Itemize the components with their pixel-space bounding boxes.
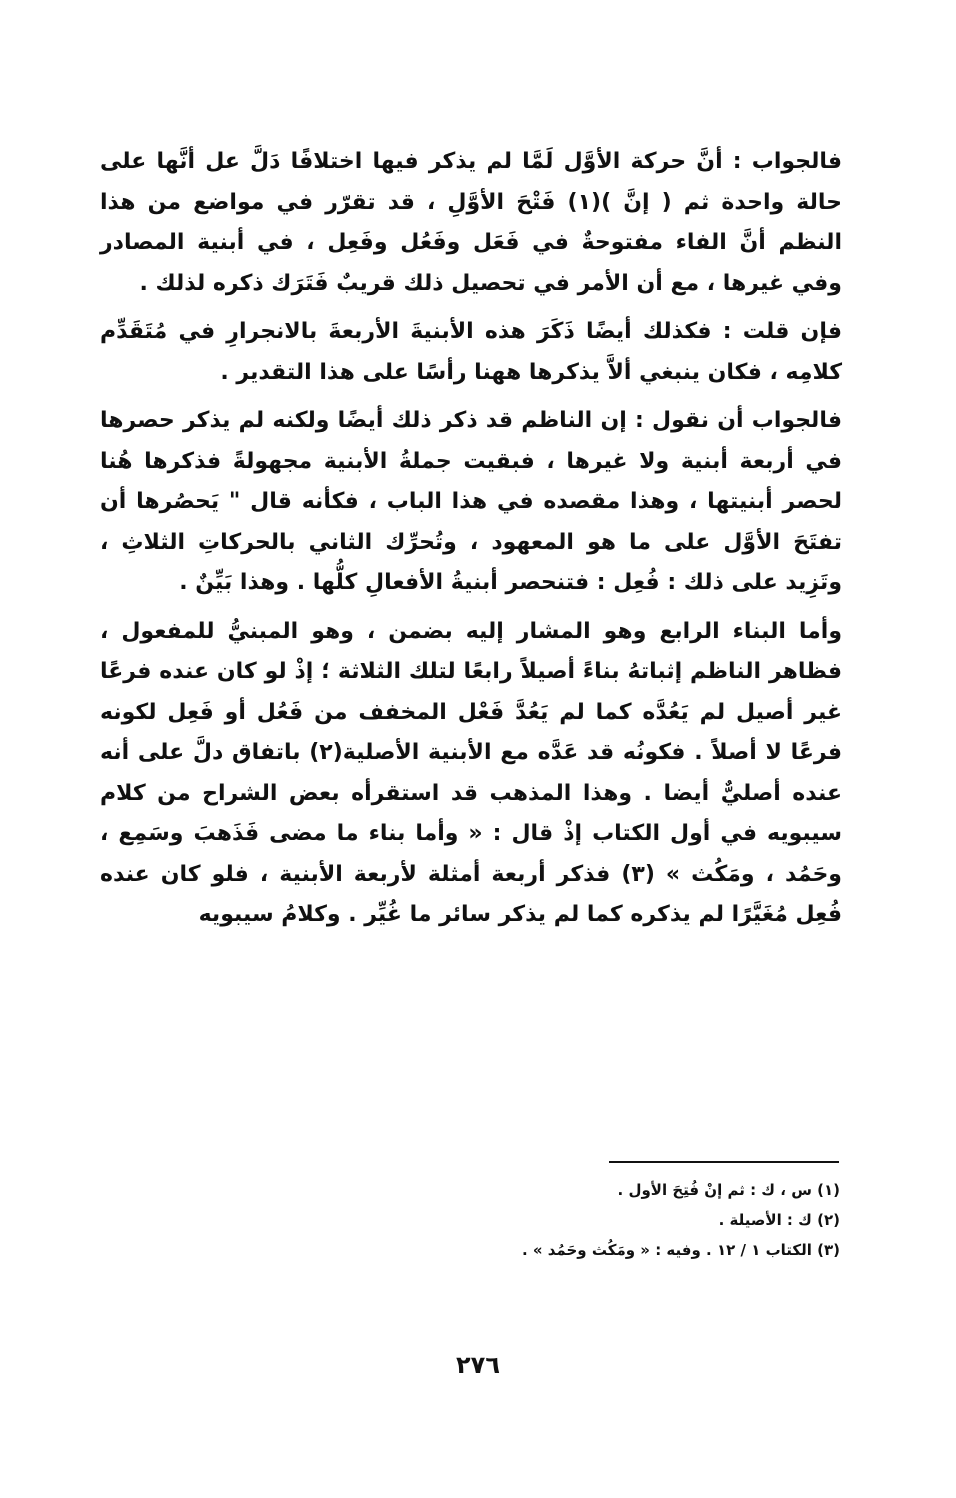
paragraph-2: فإن قلت : فكذلك أيضًا ذَكَرَ هذه الأبنيةَ الأربعةَ بالانجرارِ في مُتَقَدِّم كلامِه ، فكان ينبغي ألاَّ يذكرها ههنا رأسًا على هذا التقدير . — [100, 319, 842, 385]
footnote-divider — [609, 1161, 839, 1163]
footnote-3: (٣) الكتاب ١ / ١٢ . وفيه : « ومَكُث وحَمُد » . — [521, 1241, 840, 1259]
paragraph-4: وأما البناء الرابع وهو المشار إليه بضمن ، وهو المبنيُّ للمفعول ، فظاهر الناظم إثباتهُ بناءً أصيلاً رابعًا لتلك الثلاثة ؛ إذْ لو كان عنده فرعًا غير أصيل لم يَعُدَّه كما لم يَعُدَّ فَعْل المخفف من فَعُل أو فَعِل لكونه فرعًا لا أصلاً . فكونُه قد عَدَّه مع الأبنية الأصلية(٢) باتفاق دلَّ على أنه عنده أصليٌّ أيضا . وهذا المذهب قد استقرأه بعض الشراح من كلام سيبويه في أول الكتاب إذْ قال : « وأما بناء ما مضى فَذَهبَ وسَمِع ، وحَمُد ، ومَكُث » (٣) فذكر أربعة أمثلة لأربعة الأبنية ، فلو كان عنده فُعِل مُغَيَّرًا لم يذكره كما لم يذكر سائر ما غُيِّر . وكلامُ سيبويه — [100, 618, 842, 927]
paragraph-1: فالجواب : أنَّ حركة الأوَّل لَمَّا لم يذكر فيها اختلافًا دَلَّ عل أنَّها على حالة واحدة ثم ( إنَّ )(١) فَتْحَ الأوَّلِ ، قد تقرّر في مواضع من هذا النظم أنَّ الفاء مفتوحةٌ في فَعَل وفَعُل وفَعِل ، في أبنية المصادر وفي غيرها ، مع أن الأمر في تحصيل ذلك قريبٌ فَتَرَك ذكره لذلك . — [100, 149, 842, 296]
footnote-1: (١) س ، ك : ثم إنْ فُتِحَ الأول . — [617, 1181, 840, 1199]
footnotes — [420, 1175, 840, 1265]
paragraph-3: فالجواب أن نقول : إن الناظم قد ذكر ذلك أيضًا ولكنه لم يذكر حصرها في أربعة أبنية ولا غيرها ، فبقيت جملةُ الأبنية مجهولةً فذكرها هُنا لحصر أبنيتها ، وهذا مقصده في هذا الباب ، فكأنه قال " يَحصُرها أن تفتَحَ الأوَّل على ما هو المعهود ، وتُحرِّك الثاني بالحركاتِ الثلاثِ ، وتَزِيد على ذلك : فُعِل : فتنحصر أبنيةُ الأفعالِ كلُّها . وهذا بَيِّنٌ . — [100, 408, 842, 595]
footnote-2: (٢) ك : الأصيلة . — [718, 1211, 840, 1229]
page-number: ٢٧٦ — [456, 1351, 500, 1379]
main-text — [100, 142, 842, 936]
